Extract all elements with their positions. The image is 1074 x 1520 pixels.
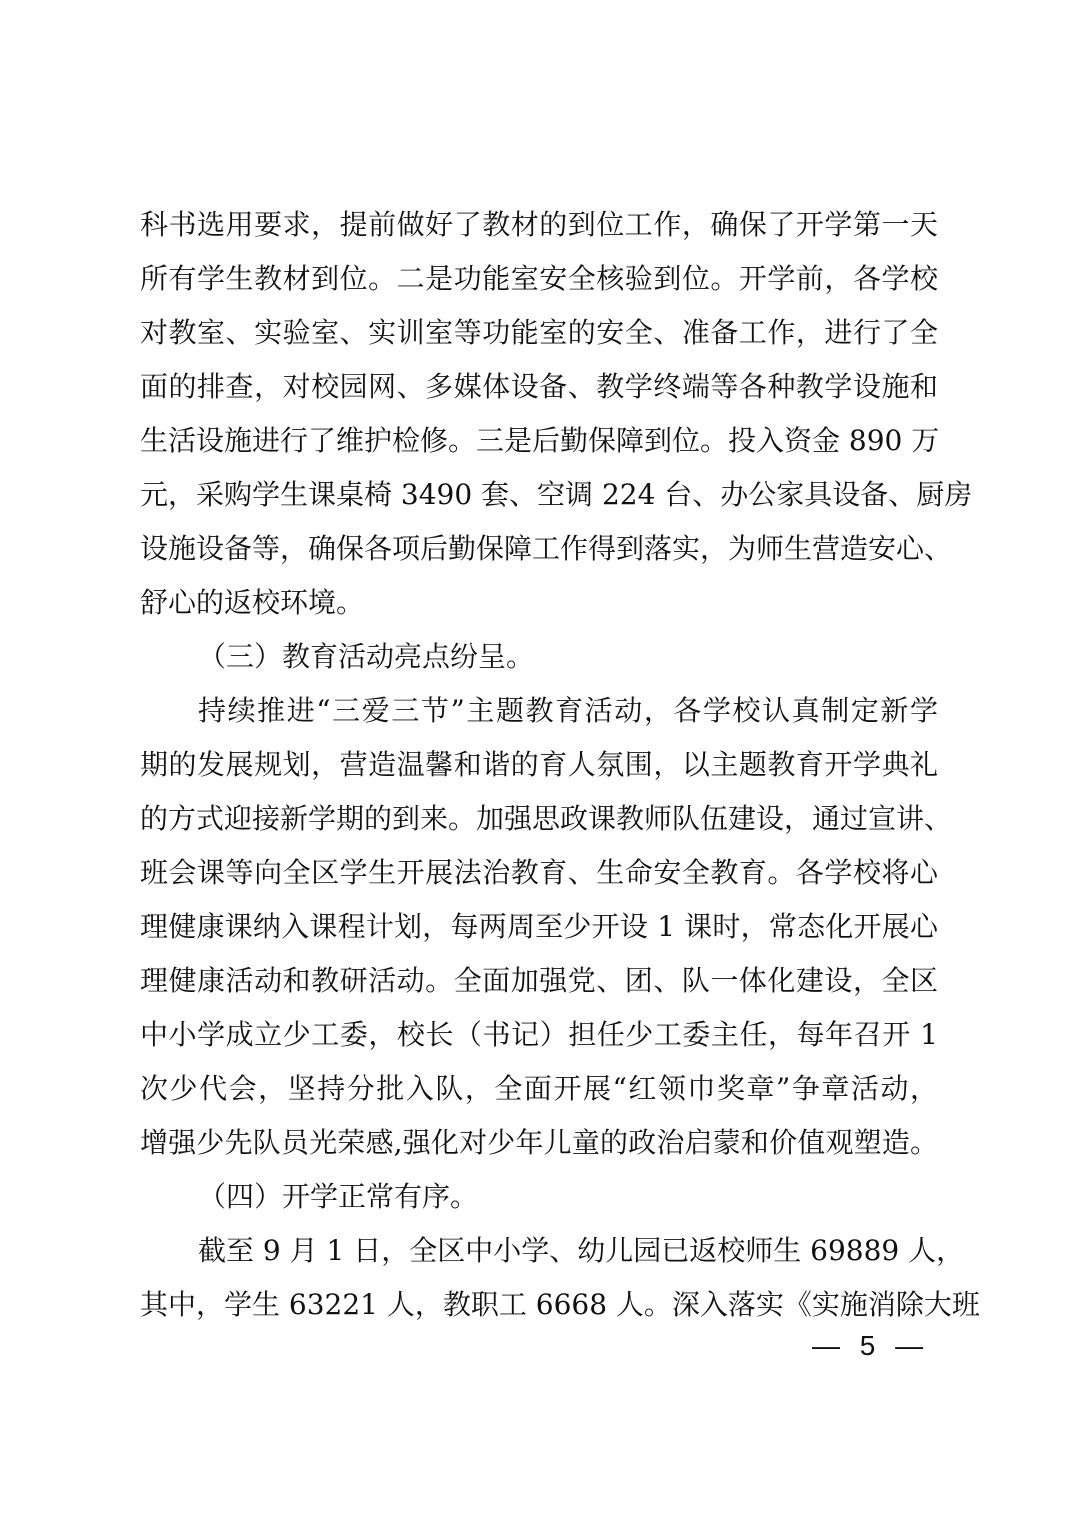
text-line: （三）教育活动亮点纷呈。 xyxy=(198,640,535,673)
page-number: — 5 — xyxy=(812,1330,930,1361)
section-heading xyxy=(140,634,938,688)
document-body xyxy=(140,202,980,1336)
paragraph xyxy=(140,1228,980,1336)
paragraph xyxy=(140,202,973,634)
text-line: 持续推进“三爱三节”主题教育活动，各学校认真制定新学 xyxy=(198,694,938,727)
text-line: 班会课等向全区学生开展法治教育、生命安全教育。各学校将心 xyxy=(140,856,938,889)
text-line: 对教室、实验室、实训室等功能室的安全、准备工作，进行了全 xyxy=(140,316,938,349)
text-line: 截至 9 月 1 日，全区中小学、幼儿园已返校师生 69889 人， xyxy=(198,1234,965,1267)
text-line: 元，采购学生课桌椅 3490 套、空调 224 台、办公家具设备、厨房 xyxy=(140,478,973,511)
text-line: 所有学生教材到位。二是功能室安全核验到位。开学前，各学校 xyxy=(140,262,938,295)
paragraph xyxy=(140,688,953,1174)
text-line: 增强少先队员光荣感,强化对少年儿童的政治启蒙和价值观塑造。 xyxy=(140,1126,938,1159)
text-line: 中小学成立少工委，校长（书记）担任少工委主任，每年召开 1 xyxy=(140,1018,938,1051)
text-line: 理健康课纳入课程计划，每两周至少开设 1 课时，常态化开展心 xyxy=(140,910,938,943)
text-line: 期的发展规划，营造温馨和谐的育人氛围，以主题教育开学典礼 xyxy=(140,748,938,781)
text-line: 的方式迎接新学期的到来。加强思政课教师队伍建设，通过宣讲、 xyxy=(140,802,953,835)
text-line: 面的排查，对校园网、多媒体设备、教学终端等各种教学设施和 xyxy=(140,370,938,403)
text-line: 设施设备等，确保各项后勤保障工作得到落实，为师生营造安心、 xyxy=(140,532,953,565)
text-line: 生活设施进行了维护检修。三是后勤保障到位。投入资金 890 万 xyxy=(140,424,940,457)
section-heading xyxy=(140,1174,938,1228)
text-line: 科书选用要求，提前做好了教材的到位工作，确保了开学第一天 xyxy=(140,208,938,241)
text-line: 舒心的返校环境。 xyxy=(140,586,365,619)
text-line: 次少代会，坚持分批入队，全面开展“红领巾奖章”争章活动， xyxy=(140,1072,938,1105)
text-line: 理健康活动和教研活动。全面加强党、团、队一体化建设，全区 xyxy=(140,964,938,997)
text-line: 其中，学生 63221 人，教职工 6668 人。深入落实《实施消除大班 xyxy=(140,1288,980,1321)
text-line: （四）开学正常有序。 xyxy=(198,1180,479,1213)
